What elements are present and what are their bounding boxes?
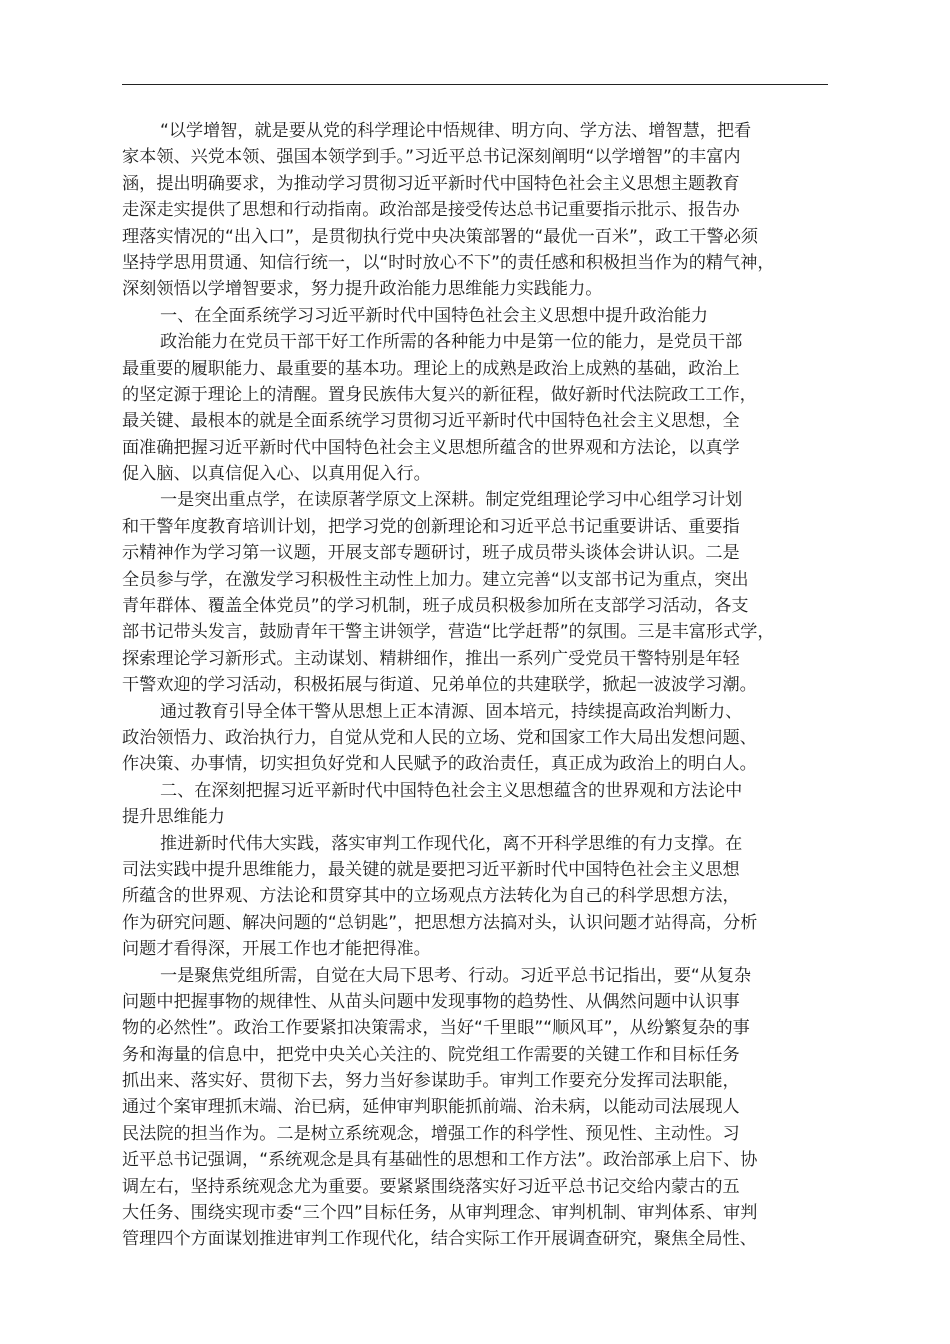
text-line: 促入脑、以真信促入心、以真用促入行。 <box>122 464 431 485</box>
text-line: 一是突出重点学，在读原著学原文上深耕。制定党组理论学习中心组学习计划 <box>160 490 743 511</box>
text-line: 一是聚焦党组所需，自觉在大局下思考、行动。习近平总书记指出，要“从复杂 <box>160 965 752 986</box>
text-line: 政治能力在党员干部干好工作所需的各种能力中是第一位的能力，是党员干部 <box>160 332 743 353</box>
text-line: 探索理论学习新形式。主动谋划、精耕细作，推出一系列广受党员干警特别是年轻 <box>122 648 740 669</box>
text-line: 二、在深刻把握习近平新时代中国特色社会主义思想蕴含的世界观和方法论中 <box>160 780 743 801</box>
text-line: 提升思维能力 <box>122 807 225 828</box>
text-line: 调左右，坚持系统观念尤为重要。要紧紧围绕落实好习近平总书记交给内蒙古的五 <box>122 1176 740 1197</box>
text-line: 坚持学思用贯通、知信行统一，以“时时放心不下”的责任感和积极担当作为的精气神， <box>122 252 775 273</box>
text-line: 作为研究问题、解决问题的“总钥匙”，把思想方法搞对头，认识问题才站得高，分析 <box>122 912 758 933</box>
text-line: 通过个案审理抓末端、治已病，延伸审判职能抓前端、治未病，以能动司法展现人 <box>122 1097 740 1118</box>
text-line: 全员参与学，在激发学习积极性主动性上加力。建立完善“以支部书记为重点，突出 <box>122 569 749 590</box>
text-line: “以学增智，就是要从党的科学理论中悟规律、明方向、学方法、增智慧，把看 <box>160 121 752 141</box>
text-line: 青年群体、覆盖全体党员”的学习机制，班子成员积极参加所在支部学习活动，各支 <box>122 596 749 617</box>
text-line: 问题才看得深，开展工作也才能把得准。 <box>122 939 431 960</box>
text-line: 面准确把握习近平新时代中国特色社会主义思想所蕴含的世界观和方法论，以真学 <box>122 437 740 458</box>
text-line: 涵，提出明确要求，为推动学习贯彻习近平新时代中国特色社会主义思想主题教育 <box>122 173 740 194</box>
text-line: 司法实践中提升思维能力，最关键的就是要把习近平新时代中国特色社会主义思想 <box>122 859 740 880</box>
header-rule <box>122 84 828 85</box>
text-line: 作决策、办事情，切实担负好党和人民赋予的政治责任，真正成为政治上的明白人。 <box>122 754 757 775</box>
text-line: 部书记带头发言，鼓励青年干警主讲领学，营造“比学赶帮”的氛围。三是丰富形式学， <box>122 622 775 643</box>
text-line: 抓出来、落实好、贯彻下去，努力当好参谋助手。审判工作要充分发挥司法职能， <box>122 1071 740 1092</box>
text-line: 所蕴含的世界观、方法论和贯穿其中的立场观点方法转化为自己的科学思想方法， <box>122 886 740 907</box>
text-line: 最重要的履职能力、最重要的基本功。理论上的成熟是政治上成熟的基础，政治上 <box>122 358 740 379</box>
document-body <box>122 118 846 1253</box>
text-line: 一、在全面系统学习习近平新时代中国特色社会主义思想中提升政治能力 <box>160 305 708 326</box>
text-line: 理落实情况的“出入口”，是贯彻执行党中央决策部署的“最优一百米”，政工干警必须 <box>122 226 759 247</box>
text-line: 近平总书记强调，“系统观念是具有基础性的思想和工作方法”。政治部承上启下、协 <box>122 1150 758 1171</box>
text-line: 推进新时代伟大实践，落实审判工作现代化，离不开科学思维的有力支撑。在 <box>160 833 743 854</box>
text-line: 家本领、兴党本领、强国本领学到手。”习近平总书记深刻阐明“以学增智”的丰富内 <box>122 147 741 168</box>
text-line: 和干警年度教育培训计划，把学习党的创新理论和习近平总书记重要讲话、重要指 <box>122 516 740 537</box>
text-line: 深刻领悟以学增智要求，努力提升政治能力思维能力实践能力。 <box>122 279 603 300</box>
text-line: 干警欢迎的学习活动，积极拓展与街道、兄弟单位的共建联学，掀起一波波学习潮。 <box>122 675 757 696</box>
text-line: 的坚定源于理论上的清醒。置身民族伟大复兴的新征程，做好新时代法院政工工作， <box>122 384 757 405</box>
text-line: 大任务、围绕实现市委“三个四”目标任务，从审判理念、审判机制、审判体系、审判 <box>122 1203 758 1224</box>
text-line: 最关键、最根本的就是全面系统学习贯彻习近平新时代中国特色社会主义思想，全 <box>122 411 740 432</box>
text-line: 民法院的担当作为。二是树立系统观念，增强工作的科学性、预见性、主动性。习 <box>122 1123 740 1144</box>
text-line: 物的必然性”。政治工作要紧扣决策需求，当好“千里眼”“顺风耳”，从纷繁复杂的事 <box>122 1018 750 1039</box>
text-line: 管理四个方面谋划推进审判工作现代化，结合实际工作开展调查研究，聚焦全局性、 <box>122 1229 757 1250</box>
text-line: 走深走实提供了思想和行动指南。政治部是接受传达总书记重要指示批示、报告办 <box>122 200 740 221</box>
text-line: 政治领悟力、政治执行力，自觉从党和人民的立场、党和国家工作大局出发想问题、 <box>122 727 757 748</box>
text-line: 通过教育引导全体干警从思想上正本清源、固本培元，持续提高政治判断力、 <box>160 701 743 722</box>
text-line: 示精神作为学习第一议题，开展支部专题研讨，班子成员带头谈体会讲认识。二是 <box>122 543 740 564</box>
text-line: 问题中把握事物的规律性、从苗头问题中发现事物的趋势性、从偶然问题中认识事 <box>122 991 740 1012</box>
text-line: 务和海量的信息中，把党中央关心关注的、院党组工作需要的关键工作和目标任务 <box>122 1044 740 1065</box>
